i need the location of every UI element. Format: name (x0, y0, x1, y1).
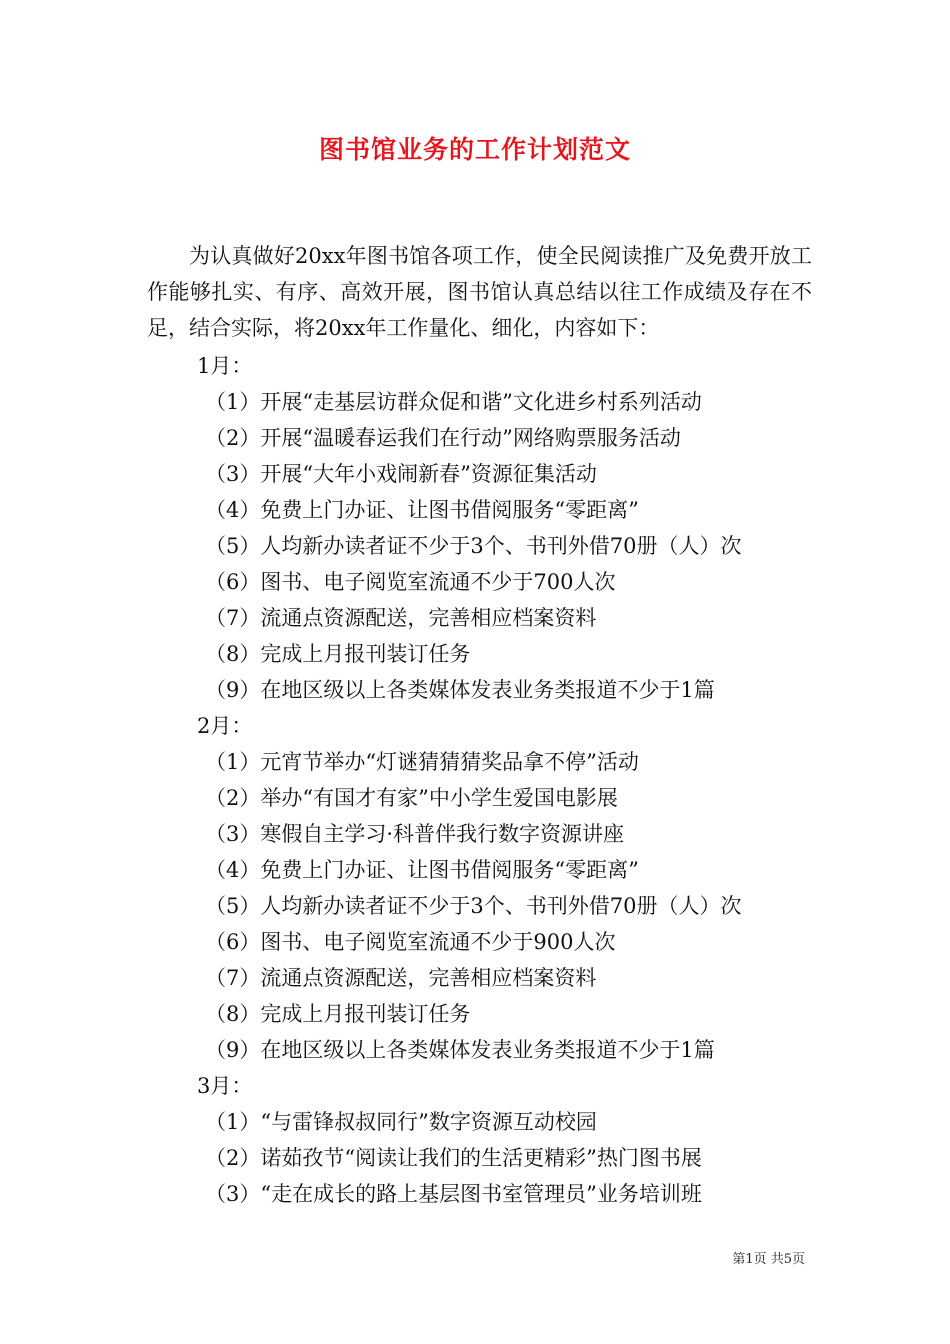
plan-item: （2）诺茹孜节“阅读让我们的生活更精彩”热门图书展 (205, 1146, 702, 1170)
plan-item: （8）完成上月报刊装订任务 (205, 642, 471, 666)
month-heading-2: 2月： (197, 714, 253, 738)
month-heading-1: 1月： (197, 354, 253, 378)
monthly-plan (147, 348, 812, 1212)
plan-item: （1）“与雷锋叔叔同行”数字资源互动校园 (205, 1110, 597, 1134)
page-number-footer: 第1页 共5页 (732, 1252, 805, 1267)
plan-item: （1）元宵节举办“灯谜猜猜猜奖品拿不停”活动 (205, 750, 639, 774)
document-title: 图书馆业务的工作计划范文 (318, 135, 631, 164)
plan-item: （7）流通点资源配送，完善相应档案资料 (205, 606, 597, 630)
plan-item: （6）图书、电子阅览室流通不少于700人次 (205, 570, 616, 594)
plan-item: （3）寒假自主学习·科普伴我行数字资源讲座 (205, 822, 625, 846)
plan-item: （6）图书、电子阅览室流通不少于900人次 (205, 930, 616, 954)
plan-item: （4）免费上门办证、让图书借阅服务“零距离” (205, 858, 639, 882)
plan-item: （9）在地区级以上各类媒体发表业务类报道不少于1篇 (205, 678, 715, 702)
plan-item: （3）“走在成长的路上基层图书室管理员”业务培训班 (205, 1182, 702, 1206)
plan-item: （5）人均新办读者证不少于3个、书刊外借70册（人）次 (205, 534, 742, 558)
plan-item: （1）开展“走基层访群众促和谐”文化进乡村系列活动 (205, 390, 702, 414)
plan-item: （4）免费上门办证、让图书借阅服务“零距离” (205, 498, 639, 522)
plan-item: （7）流通点资源配送，完善相应档案资料 (205, 966, 597, 990)
plan-item: （3）开展“大年小戏闹新春”资源征集活动 (205, 462, 597, 486)
intro-paragraph: 为认真做好20xx年图书馆各项工作，使全民阅读推广及免费开放工作能够扎实、有序、高效开展，图书馆认真总结以往工作成绩及存在不足，结合实际，将20xx年工作量化、细化，内容如下： (147, 244, 812, 340)
plan-item: （2）开展“温暖春运我们在行动”网络购票服务活动 (205, 426, 681, 450)
plan-item: （5）人均新办读者证不少于3个、书刊外借70册（人）次 (205, 894, 742, 918)
plan-item: （8）完成上月报刊装订任务 (205, 1002, 471, 1026)
month-heading-3: 3月： (197, 1074, 253, 1098)
plan-item: （9）在地区级以上各类媒体发表业务类报道不少于1篇 (205, 1038, 715, 1062)
plan-item: （2）举办“有国才有家”中小学生爱国电影展 (205, 786, 618, 810)
